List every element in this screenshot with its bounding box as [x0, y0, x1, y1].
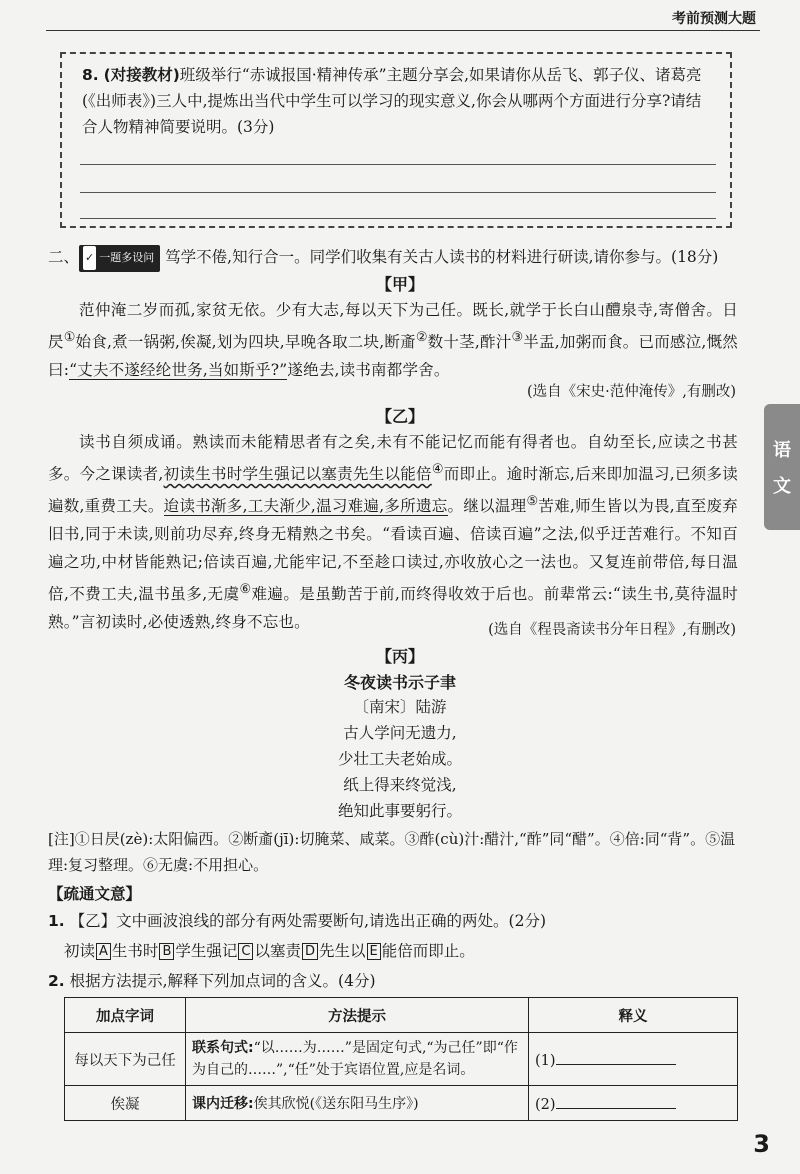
- poem-line-2: 少壮工夫老始成。: [337, 750, 462, 768]
- header-title: 考前预测大题: [672, 11, 756, 27]
- answer-blank-1[interactable]: [556, 1050, 676, 1065]
- table-row: [65, 1033, 738, 1086]
- question-8-body: 班级举行“赤诚报国·精神传承”主题分享会,如果请你从岳飞、郭子仪、诸葛亮(《出师表》)三人中,提炼出当代中学生可以学习的现实意义,你会从哪两个方面进行分享?请结合人物精神简要说明。(3分): [82, 66, 702, 136]
- page-header: [0, 0, 800, 30]
- section-2-prefix: 二、: [48, 248, 80, 266]
- badge-label: 一题多设问: [99, 251, 155, 264]
- page-number: 3: [753, 1130, 770, 1158]
- question-1-options: 初读 A 生书时 B 学生强记 C 以塞责 D 先生以 E 能倍而即止。: [64, 942, 475, 960]
- multi-question-badge: [79, 245, 160, 272]
- answer-blank-2[interactable]: [556, 1094, 676, 1109]
- poem-title: 冬夜读书示子聿: [343, 673, 456, 692]
- table-cell-hint: 联系句式:“以……为……”是固定句式,“为己任”即“作为自己的……”,“任”处于宾语位置,应是名词。: [186, 1033, 529, 1086]
- answer-line-1[interactable]: [80, 164, 716, 165]
- question-2-table: [64, 997, 738, 1121]
- part-bing-head: 【丙】: [375, 647, 424, 666]
- question-8-text: [82, 62, 716, 140]
- yi-underlined: 迨读书渐多,工夫渐少,温习难遍,多所遗忘: [163, 497, 448, 516]
- table-header-word: 加点字词: [65, 998, 186, 1033]
- question-2-text: 根据方法提示,解释下列加点词的含义。(4分): [69, 972, 376, 990]
- table-header-answer: 释义: [529, 998, 738, 1033]
- check-icon: ✓: [83, 246, 96, 270]
- option-c-box[interactable]: C: [238, 943, 253, 960]
- question-1: [48, 908, 748, 934]
- question-1-text: 【乙】文中画波浪线的部分有两处需要断句,请选出正确的两处。(2分): [69, 912, 547, 930]
- jia-quote-underlined: “丈夫不遂经纶世务,当如斯乎?”: [69, 361, 288, 380]
- answer-line-2[interactable]: [80, 192, 716, 193]
- poem-author: 〔南宋〕陆游: [353, 698, 447, 716]
- shutong-head: 【疏通文意】: [48, 885, 142, 903]
- part-jia-head: 【甲】: [375, 275, 424, 294]
- poem-line-1: 古人学问无遗力,: [343, 724, 457, 742]
- question-8-box: [60, 52, 732, 228]
- question-8-number: 8.: [82, 66, 99, 84]
- subject-side-tab: [764, 404, 800, 530]
- table-row: [65, 1086, 738, 1121]
- side-tab-char-2: 文: [773, 476, 791, 497]
- part-jia-text: 范仲淹二岁而孤,家贫无依。少有大志,每以天下为己任。既长,就学于长白山醴泉寺,寄僧舍。日昃①始食,煮一锅粥,俟凝,划为四块,早晚各取二块,断齑②数十茎,酢汁③半盂,加粥而食。已而感泣,慨然曰:“丈夫不遂经纶世务,当如斯乎?”遂绝去,读书南都学舍。: [48, 301, 739, 380]
- table-cell-answer[interactable]: (2): [529, 1086, 738, 1121]
- question-2-number: 2.: [48, 972, 65, 990]
- answer-line-3[interactable]: [80, 218, 716, 219]
- side-tab-char-1: 语: [773, 440, 791, 461]
- jia-source: (选自《宋史·范仲淹传》,有删改): [526, 384, 736, 400]
- poem-line-4: 绝知此事要躬行。: [337, 802, 462, 820]
- table-cell-word: 每以天下为己任: [65, 1033, 186, 1086]
- yi-source: (选自《程畏斋读书分年日程》,有删改): [488, 622, 736, 638]
- poem-line-3: 纸上得来终觉浅,: [343, 776, 457, 794]
- question-1-number: 1.: [48, 912, 65, 930]
- section-2-title: [48, 245, 718, 272]
- table-cell-hint: 课内迁移:俟其欣悦(《送东阳马生序》): [186, 1086, 529, 1121]
- table-cell-answer[interactable]: (1): [529, 1033, 738, 1086]
- option-b-box[interactable]: B: [159, 943, 174, 960]
- question-2: [48, 968, 748, 994]
- table-cell-word: 俟凝: [65, 1086, 186, 1121]
- annotations: [注]①日昃(zè):太阳偏西。②断齑(jī):切腌菜、咸菜。③酢(cù)汁:醋汁,“酢”同“醋”。④倍:同“背”。⑤温理:复习整理。⑥无虞:不用担心。: [48, 830, 736, 874]
- option-e-box[interactable]: E: [367, 943, 381, 960]
- option-a-box[interactable]: A: [96, 943, 111, 960]
- part-yi-head: 【乙】: [375, 407, 424, 426]
- yi-wavy-underlined: 初读生书时学生强记以塞责先生以能倍: [163, 465, 432, 484]
- table-header-hint: 方法提示: [186, 998, 529, 1033]
- option-d-box[interactable]: D: [302, 943, 318, 960]
- header-rule: [46, 30, 760, 31]
- part-yi-text: 读书自须成诵。熟读而未能精思者有之矣,未有不能记忆而能有得者也。自幼至长,应读之书甚多。今之课读者,初读生书时学生强记以塞责先生以能倍④而即止。逾时渐忘,后来即加温习,已须多读遍数,重费工夫。迨读书渐多,工夫渐少,温习难遍,多所遗忘。继以温理⑤苦难,师生皆以为畏,直至废弃旧书,同于未读,则前功尽弃,终身无精熟之书矣。“看读百遍、倍读百遍”之法,似乎迂苦难行。不知百遍之功,中材皆能熟记;倍读百遍,尤能牢记,不至趁口读过,亦收放心之一法也。又复连前带倍,每日温倍,不费工夫,温书虽多,无虞⑥难遍。是虽勤苦于前,而终得收效于后也。前辈常云:“读生书,莫待温时熟。”言初读时,必使透熟,终身不忘也。: [48, 433, 739, 632]
- question-8-tag: (对接教材): [103, 66, 180, 84]
- section-2-text: 笃学不倦,知行合一。同学们收集有关古人读书的材料进行研读,请你参与。(18分): [165, 248, 719, 266]
